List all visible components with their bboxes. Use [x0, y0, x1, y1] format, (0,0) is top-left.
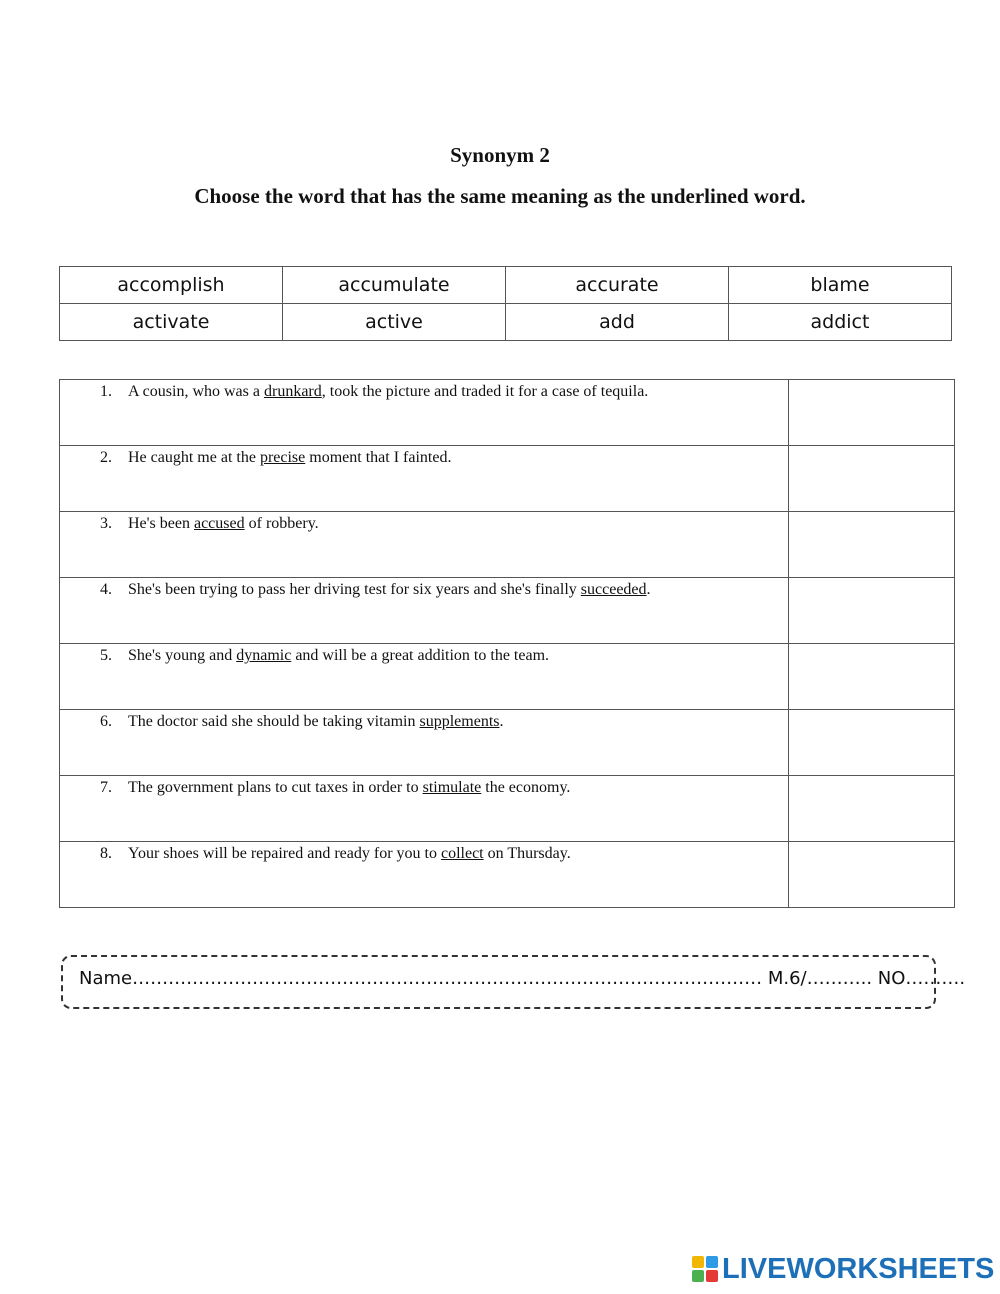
logo-block	[706, 1270, 718, 1282]
underlined-word: dynamic	[236, 647, 292, 664]
question-text: 5. She's young and dynamic and will be a great addition to the team.	[60, 644, 789, 710]
answer-box[interactable]	[789, 644, 955, 710]
question-row	[60, 512, 955, 578]
answer-box[interactable]	[789, 446, 955, 512]
question-number: 4.	[100, 581, 112, 598]
question-number: 3.	[100, 515, 112, 532]
answer-box[interactable]	[789, 710, 955, 776]
underlined-word: precise	[259, 449, 306, 466]
question-number: 7.	[100, 779, 112, 796]
answer-box[interactable]	[789, 842, 955, 908]
answer-box[interactable]	[789, 512, 955, 578]
question-number: 8.	[100, 845, 112, 862]
question-row	[60, 578, 955, 644]
word-bank-row	[60, 304, 952, 341]
question-row	[60, 644, 955, 710]
name-line-text: Name…………………………………………………………………………………………… M.6/……….. NO……….	[79, 968, 966, 989]
worksheet-title: Synonym 2	[450, 143, 550, 167]
question-number: 1.	[100, 383, 112, 400]
underlined-word: drunkard	[263, 383, 322, 400]
liveworksheets-logo	[692, 1253, 994, 1285]
word-bank-word: accumulate	[283, 267, 506, 304]
question-row	[60, 842, 955, 908]
answer-box[interactable]	[789, 578, 955, 644]
word-bank-row	[60, 267, 952, 304]
logo-text: LIVEWORKSHEETS	[722, 1252, 995, 1285]
question-text: 8. Your shoes will be repaired and ready for you to collect on Thursday.	[60, 842, 789, 908]
logo-block	[692, 1256, 704, 1268]
name-field-box[interactable]	[61, 955, 966, 1009]
question-text: 4. She's been trying to pass her driving test for six years and she's finally succeeded.	[60, 578, 789, 644]
logo-block	[692, 1270, 704, 1282]
underlined-word: succeeded	[580, 581, 647, 598]
underlined-word: supplements	[419, 713, 500, 730]
questions-table	[59, 379, 955, 908]
question-text: 6. The doctor said she should be taking vitamin supplements.	[60, 710, 789, 776]
question-row	[60, 710, 955, 776]
question-row	[60, 380, 955, 446]
logo-block	[706, 1256, 718, 1268]
question-number: 5.	[100, 647, 112, 664]
word-bank-word: accomplish	[60, 267, 283, 304]
question-number: 6.	[100, 713, 112, 730]
word-bank-word: addict	[729, 304, 952, 341]
question-row	[60, 776, 955, 842]
word-bank-word: blame	[729, 267, 952, 304]
question-text: 1. A cousin, who was a drunkard, took the picture and traded it for a case of tequila.	[60, 380, 789, 446]
answer-box[interactable]	[789, 380, 955, 446]
word-bank-table	[59, 266, 952, 341]
question-text: 2. He caught me at the precise moment that I fainted.	[60, 446, 789, 512]
underlined-word: stimulate	[422, 779, 482, 796]
answer-box[interactable]	[789, 776, 955, 842]
logo-blocks-icon	[692, 1256, 718, 1282]
word-bank-word: active	[283, 304, 506, 341]
instruction-text: Choose the word that has the same meaning as the underlined word.	[194, 184, 806, 208]
underlined-word: collect	[440, 845, 484, 862]
word-bank-word: add	[506, 304, 729, 341]
underlined-word: accused	[193, 515, 245, 532]
word-bank-word: activate	[60, 304, 283, 341]
question-text: 3. He's been accused of robbery.	[60, 512, 789, 578]
word-bank-word: accurate	[506, 267, 729, 304]
question-text: 7. The government plans to cut taxes in order to stimulate the economy.	[60, 776, 789, 842]
question-row	[60, 446, 955, 512]
question-number: 2.	[100, 449, 112, 466]
